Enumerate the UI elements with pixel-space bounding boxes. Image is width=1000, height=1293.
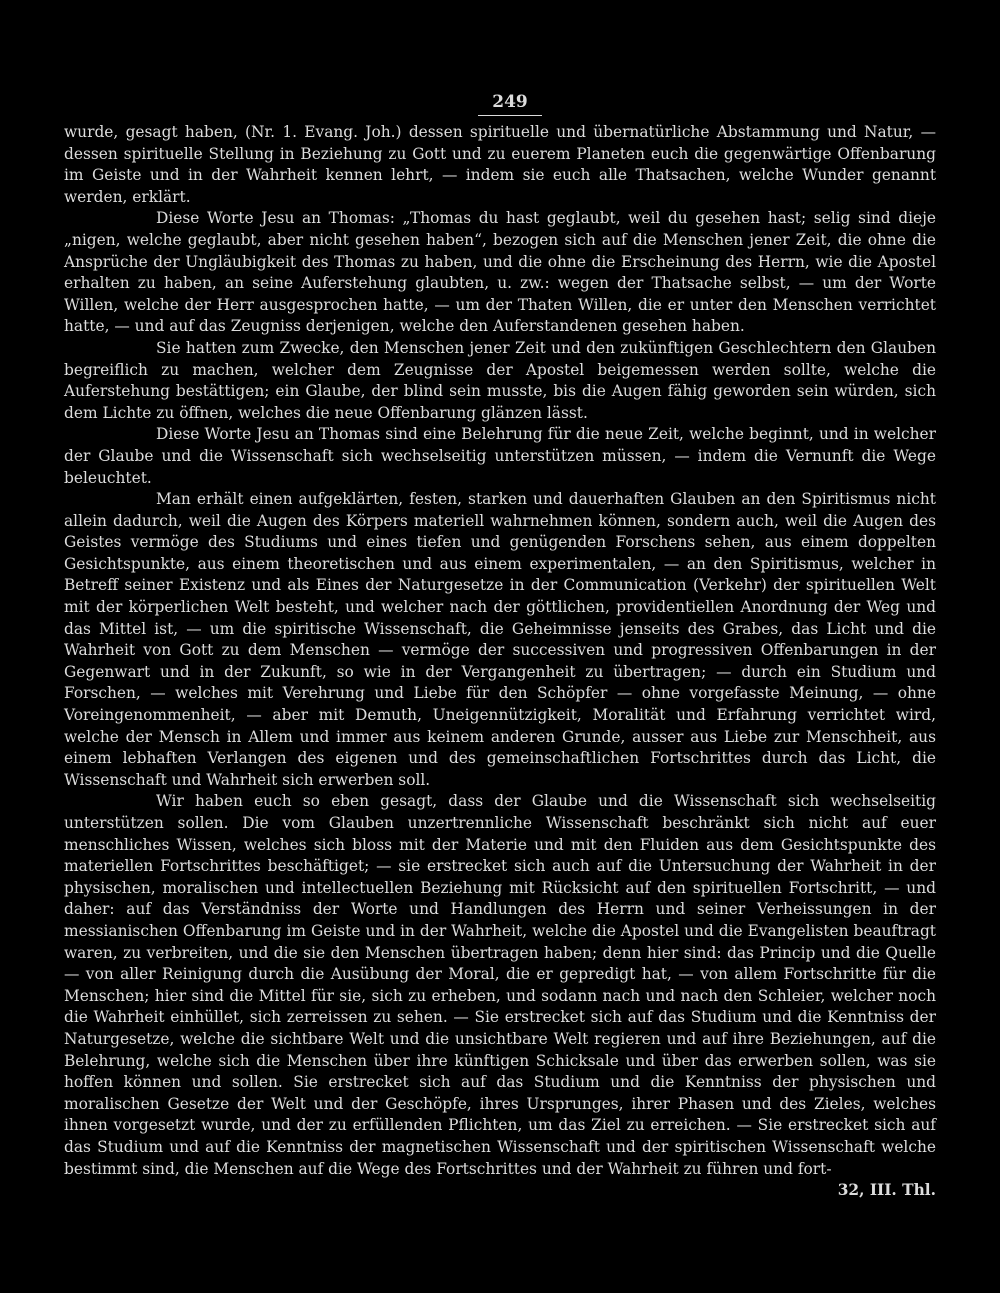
paragraph: Diese Worte Jesu an Thomas sind eine Belehrung für die neue Zeit, welche beginnt, und in welcher der Glaube und die Wissenschaft sich wechselseitig unterstützen müssen, — indem die Vernunft die Wege beleuchtet. (64, 425, 936, 487)
paragraph: Diese Worte Jesu an Thomas: „Thomas du hast geglaubt, weil du gesehen hast; selig sind dieje „nigen, welche geglaubt, aber nicht gesehen haben“, bezogen sich auf die Menschen jener Zeit, die ohne die Ansprüche der Ungläubigkeit des Thomas zu haben, und die ohne die Erscheinung des Herrn, wie die Apostel erhalten zu haben, an seine Auferstehung glaubten, u. zw.: wegen der Thatsache selbst, — um der Worte Willen, welche der Herr ausgesprochen hatte, — um der Thaten Willen, die er unter den Menschen verrichtet hatte, — und auf das Zeugniss derjenigen, welche den Auferstandenen gesehen haben. (64, 209, 936, 336)
paragraph: Man erhält einen aufgeklärten, festen, starken und dauerhaften Glauben an den Spiritismus nicht allein dadurch, weil die Augen des Körpers materiell wahrnehmen können, sondern auch, weil die Augen des Geistes vermöge des Studiums und eines tiefen und genügenden Forschens sehen, aus einem doppelten Gesichtspunkte, aus einem theoretischen und aus einem experimentalen, — an den Spiritismus, welcher in Betreff seiner Existenz und als Eines der Naturgesetze in der Communication (Verkehr) der spirituellen Welt mit der körperlichen Welt besteht, und welcher nach der göttlichen, providentiellen Anordnung der Weg und das Mittel ist, — um die spiritische Wissenschaft, die Geheimnisse jenseits des Grabes, das Licht und die Wahrheit von Gott zu dem Menschen — vermöge der successiven und progressiven Offenbarungen in der Gegenwart und in der Zukunft, so wie in der Vergangenheit zu übertragen; — durch ein Studium und Forschen, — welches mit Verehrung und Liebe für den Schöpfer — ohne vorgefasste Meinung, — ohne Voreingenommenheit, — aber mit Demuth, Uneigennützigkeit, Moralität und Erfahrung verrichtet wird, welche der Mensch in Allem und immer aus keinem anderen Grunde, ausser aus Liebe zur Menschheit, aus einem lebhaften Verlangen des eigenen und des gemeinschaftlichen Fortschrittes durch das Licht, die Wissenschaft und Wahrheit sich erwerben soll. (64, 490, 936, 789)
paragraph: Sie hatten zum Zwecke, den Menschen jener Zeit und den zukünftigen Geschlechtern den Glauben begreiflich zu machen, welcher dem Zeugnisse der Apostel beigemessen werden sollte, welche die Auferstehung bestättigen; ein Glaube, der blind sein musste, bis die Augen fähig geworden sein würden, sich dem Lichte zu öffnen, welches die neue Offenbarung glänzen lässt. (64, 338, 936, 422)
paragraph: wurde, gesagt haben, (Nr. 1. Evang. Joh.) dessen spirituelle und übernatürliche Abstammung und Natur, — dessen spirituelle Stellung in Beziehung zu Gott und zu euerem Planeten euch die gegenwärtige Offenbarung im Geiste und in der Wahrheit kennen lehrt, — indem sie euch alle Thatsachen, welche Wunder genannt werden, erklärt. (64, 123, 936, 206)
signature-mark: 32, III. Thl. (837, 1181, 936, 1200)
page-number: 249 (84, 90, 936, 116)
document-page (64, 90, 936, 1202)
paragraph: Wir haben euch so eben gesagt, dass der Glaube und die Wissenschaft sich wechselseitig unterstützen sollen. Die vom Glauben unzertrennliche Wissenschaft beschränkt sich nicht auf euer menschliches Wissen, welches sich bloss mit der Materie und mit den Fluiden aus dem Gesichtspunkte des materiellen Fortschrittes beschäftiget; — sie erstrecket sich auch auf die Untersuchung der Wahrheit in der physischen, moralischen und intellectuellen Beziehung mit Rücksicht auf den spirituellen Fortschritt, — und daher: auf das Verständniss der Worte und Handlungen des Herrn und seiner Verheissungen in der messianischen Offenbarung im Geiste und in der Wahrheit, welche die Apostel und die Evangelisten beauftragt waren, zu verbreiten, und die sie den Menschen übertragen haben; denn hier sind: das Princip und die Quelle — von aller Reinigung durch die Ausübung der Moral, die er gepredigt hat, — von allem Fortschritte für die Menschen; hier sind die Mittel für sie, sich zu erheben, und sodann nach und nach den Schleier, welcher noch die Wahrheit einhüllet, sich zerreissen zu sehen. — Sie erstrecket sich auf das Studium und die Kenntniss der Naturgesetze, welche die sichtbare Welt und die unsichtbare Welt regieren und auf ihre Beziehungen, auf die Belehrung, welche sich die Menschen über ihre künftigen Schicksale und über das erwerben sollen, was sie hoffen können und sollen. Sie erstrecket sich auf das Studium und die Kenntniss der physischen und moralischen Gesetze der Welt und der Geschöpfe, ihres Ursprunges, ihrer Phasen und des Zieles, welches ihnen vorgesetzt wurde, und der zu erfüllenden Pflichten, um das Ziel zu erreichen. — Sie erstrecket sich auf das Studium und auf die Kenntniss der magnetischen Wissenschaft und der spiritischen Wissenschaft welche bestimmt sind, die Menschen auf die Wege des Fortschrittes und der Wahrheit zu führen und fort- (64, 792, 936, 1178)
